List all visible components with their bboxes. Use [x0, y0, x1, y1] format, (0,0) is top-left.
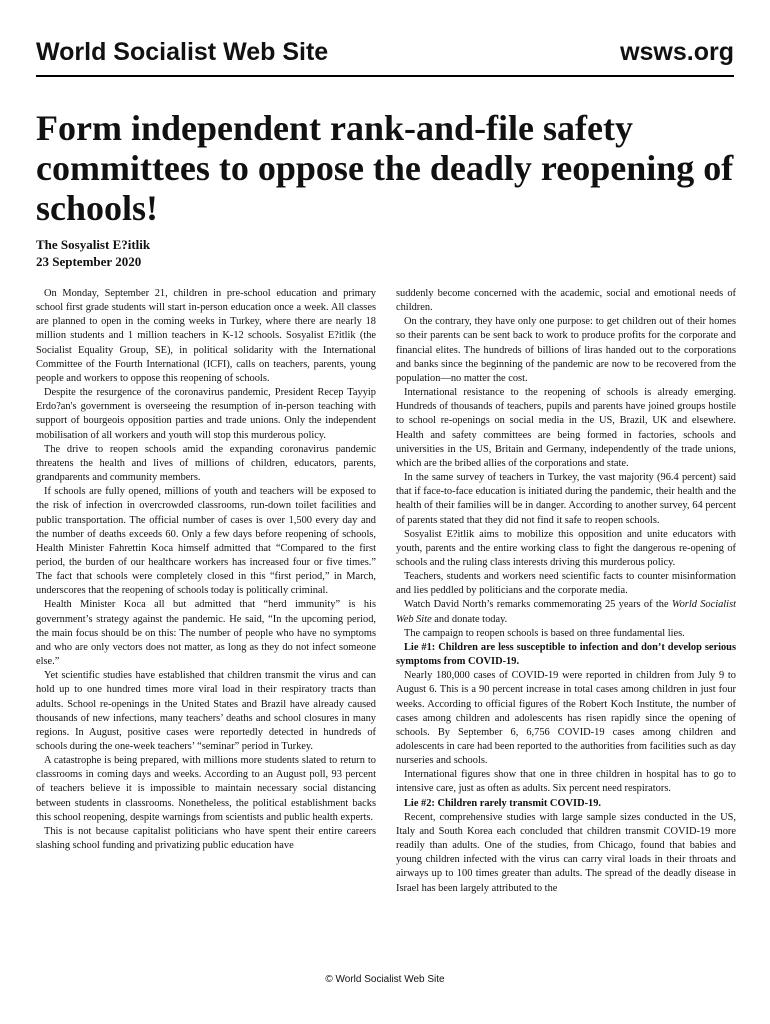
article-title: Form independent rank-and-file safety committees to oppose the deadly reopening of schools!: [36, 108, 734, 228]
article-author: The Sosyalist E?itlik: [36, 237, 151, 252]
paragraph-text: On the contrary, they have only one purpose: to get children out of their homes so their parents can be sent back to work to produce profits for the corporate and financial elites. The hundreds of billions of liras handed out to the corporations and banks since the beginning of the pandemic are now to be recovered from the population—no matter the cost.: [396, 316, 736, 384]
paragraph: If schools are fully opened, millions of youth and teachers will be exposed to the risk of infection in overcrowded classrooms, run-down toilet facilities and public transportation. The official number of cases is over 1,500 every day and the number of deaths exceeds 60. Only a few days before reopening of schools, Health Minister Fahrettin Koca himself admitted that “Compared to the first period, the burden of our healthcare workers has increased four or five times.” The fact that schools were completely closed in this “first period,” in March, underscores that the reopening of schools today is politically criminal.: [36, 486, 376, 597]
paragraph: [396, 471, 736, 528]
paragraph-text: Lie #2: Children rarely transmit COVID-19.: [404, 797, 602, 809]
paragraph: Yet scientific studies have established that children transmit the virus and can hold up to one hundred times more viral load in their respiratory tracts than adults. School re-openings in the United States and Brazil have already caused thousands of new infections, many teachers’ deaths and school closures in many regions. In August, positive cases were reportedly detected in hundreds of schools during the one-week teachers’ “seminar” period in Turkey.: [36, 670, 376, 752]
article-date: 23 September 2020: [36, 254, 142, 269]
paragraph: On Monday, September 21, children in pre-school education and primary school first grade students will start in-person education once a week. All classes are planned to open in the coming weeks in Turkey, where there are nearly 18 million students and 1 million teachers in K-12 schools. Sosyalist E?itlik (the Socialist Equality Group, SE), in political solidarity with the International Committee of the Fourth International (ICFI), calls on teachers, parents, young people and workers to oppose this reopening of schools.: [36, 288, 376, 384]
paragraph-text: suddenly become concerned with the academic, social and emotional needs of children.: [396, 288, 736, 314]
subheading-paragraph: [396, 797, 736, 811]
page-header: [36, 38, 734, 72]
paragraph-text: Lie #1: Children are less susceptible to infection and don’t develop serious symptoms from COVID-19.: [396, 641, 736, 668]
site-name: World Socialist Web Site: [36, 38, 329, 66]
paragraph-text: Recent, comprehensive studies with large sample sizes conducted in the US, Italy and South Korea each concluded that children transmit COVID-19 more readily than adults. One of the studies, from Chicago, found that babies and young children infected with the virus can carry viral loads in their throats and airways up to 100 times greater than adults. The spread of the deadly disease in Israel has been largely attributed to the: [396, 811, 736, 894]
paragraph-text: The campaign to reopen schools is based on three fundamental lies.: [404, 627, 685, 639]
paragraph-text: In the same survey of teachers in Turkey, the vast majority (96.4 percent) said that if face-to-face education is initiated during the pandemic, their health and the health of their families will be in danger. According to another survey, 64 percent of parents stated that they did not find it safe to reopen schools.: [396, 472, 736, 526]
paragraph: [396, 386, 736, 471]
paragraph-text: International figures show that one in three children in hospital has to go to intensive care, just as often as adults. Six percent need respirators.: [396, 769, 736, 795]
paragraph: [396, 627, 736, 641]
paragraph-text: Watch David North’s remarks commemorating 25 years of the: [404, 599, 672, 611]
paragraph-text: and donate today.: [431, 613, 508, 625]
page-footer: © World Socialist Web Site: [325, 974, 445, 985]
paragraph: [396, 811, 736, 896]
paragraph: The drive to reopen schools amid the expanding coronavirus pandemic threatens the health and lives of millions of children, educators, parents, grandparents and community members.: [36, 443, 376, 484]
paragraph-text: International resistance to the reopening of schools is already emerging. Hundreds of thousands of teachers, pupils and parents have joined groups hostile to school re-openings on social media in the US, Brazil, UK and elsewhere. Health and safety committees are being formed in factories, schools and universities in the US, Britain and Germany, independently of the trade unions, which are the bribed allies of the corporations and state.: [396, 387, 736, 469]
paragraph-text: Teachers, students and workers need scientific facts to counter misinformation and lies peddled by politicians and the corporate media.: [396, 571, 736, 597]
paragraph-text: Nearly 180,000 cases of COVID-19 were reported in children from July 9 to August 6. This is a 90 percent increase in total cases among children in just four weeks. According to official figures of the Robert Koch Institute, the number of cases among children and adolescents has risen rapidly since the opening of schools. By September 6, 6,756 COVID-19 cases among children and adolescents in care had been reported to the authorities from facilities such as day nurseries and schools.: [396, 670, 736, 767]
byline: [36, 236, 150, 270]
publication-name-link[interactable]: World Socialist Web Site: [396, 599, 736, 625]
paragraph: This is not because capitalist politicians who have spent their entire careers slashing school funding and privatizing public education have: [36, 825, 376, 852]
paragraph: Despite the resurgence of the coronavirus pandemic, President Recep Tayyip Erdo?an's government is overseeing the resumption of in-person teaching with support of bourgeois opposition parties and trade unions. Only the independent mobilisation of all workers and youth will stop this murderous policy.: [36, 387, 376, 441]
article-column-right: [396, 287, 736, 947]
paragraph: Health Minister Koca all but admitted that “herd immunity” is his government’s strategy against the pandemic. He said, “In the upcoming period, the main focus should be on this: The number of people who have no symptoms and who are only vectors does not matter, as long as they do not infect someone else.”: [36, 599, 376, 668]
subheading-paragraph: [396, 641, 736, 669]
paragraph: [396, 315, 736, 386]
paragraph: A catastrophe is being prepared, with millions more students slated to return to classrooms in coming days and weeks. According to an August poll, 93 percent of teachers believe it is impossible to maintain necessary social distancing between students in classrooms. Nonetheless, the political establishment backs this school reopening, despite warnings from scientists and public health experts.: [36, 755, 376, 823]
header-divider: [36, 75, 734, 77]
paragraph: [396, 598, 736, 626]
article-column-left: [36, 287, 376, 947]
paragraph: [396, 287, 736, 315]
paragraph-text: Sosyalist E?itlik aims to mobilize this opposition and unite educators with youth, parents and the entire working class to fight the dangerous re-opening of schools and the ruling class interests driving this murderous policy.: [396, 528, 736, 568]
paragraph: [396, 768, 736, 796]
site-url[interactable]: wsws.org: [620, 38, 734, 66]
paragraph: [396, 669, 736, 768]
paragraph: [396, 570, 736, 598]
paragraph: [396, 528, 736, 570]
